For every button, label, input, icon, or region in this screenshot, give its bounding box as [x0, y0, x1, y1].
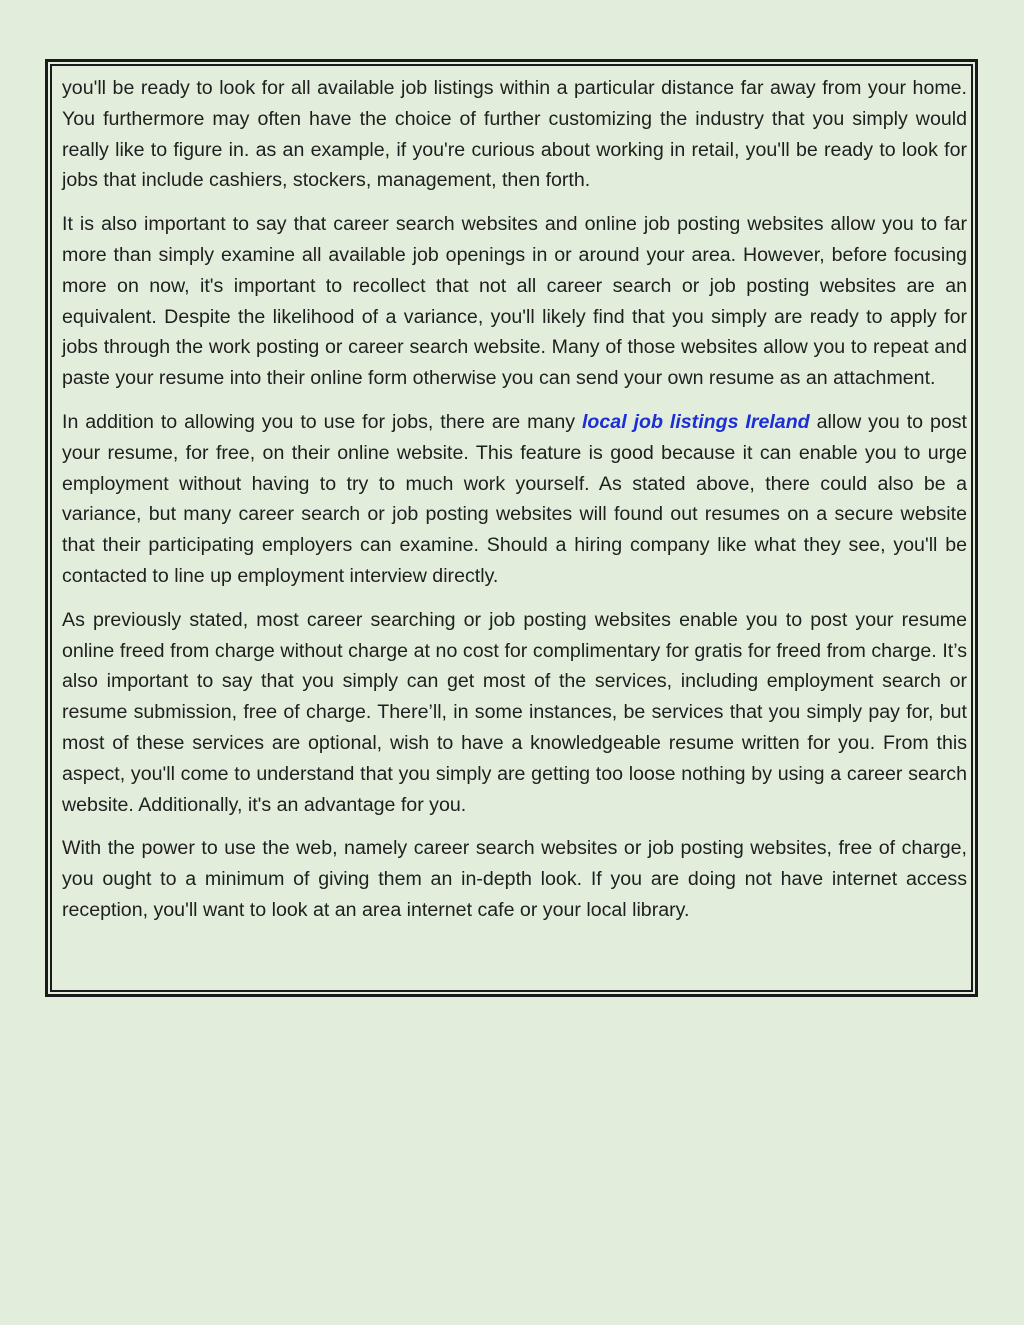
paragraph-5: With the power to use the web, namely career search websites or job posting websites, free of charge, you ought to a minimum of giving them an in-depth look. If you are doing not have internet access reception, you'll want to look at an area internet cafe or your local library.	[62, 837, 967, 921]
local-job-listings-link[interactable]: local job listings Ireland	[581, 410, 810, 433]
paragraph-3-before-link: In addition to allowing you to use for jobs, there are many	[62, 410, 582, 433]
paragraph-1: you'll be ready to look for all available job listings within a particular distance far away from your home. You furthermore may often have the choice of further customizing the industry that you simply would really like to figure in. as an example, if you're curious about working in retail, you'll be ready to look for jobs that include cashiers, stockers, management, then forth.	[62, 77, 967, 192]
text-box	[50, 64, 973, 992]
paragraph-3-after-link: allow you to post your resume, for free, on their online website. This feature is good because it can enable you to urge employment without having to try to much work yourself. As stated above, there could also be a variance, but many career search or job posting websites will found out resumes on a secure website that their participating employers can examine. Should a hiring company like what they see, you'll be contacted to line up employment interview directly.	[62, 410, 968, 587]
paragraph-2: It is also important to say that career search websites and online job posting websites allow you to far more than simply examine all available job openings in or around your area. However, before focusing more on now, it's important to recollect that not all career search or job posting websites are an equivalent. Despite the likelihood of a variance, you'll likely find that you simply are ready to apply for jobs through the work posting or career search website. Many of those websites allow you to repeat and paste your resume into their online form otherwise you can send your own resume as an attachment.	[62, 213, 967, 390]
text-box-outer-border	[45, 59, 978, 997]
paragraph-3	[62, 407, 967, 592]
paragraph-4: As previously stated, most career searching or job posting websites enable you to post your resume online freed from charge without charge at no cost for complimentary for gratis for freed from charge. It’s also important to say that you simply can get most of the services, including employment search or resume submission, free of charge. There’ll, in some instances, be services that you simply pay for, but most of these services are optional, wish to have a knowledgeable resume written for you. From this aspect, you'll come to understand that you simply are getting too loose nothing by using a career search website. Additionally, it's an advantage for you.	[62, 608, 967, 816]
